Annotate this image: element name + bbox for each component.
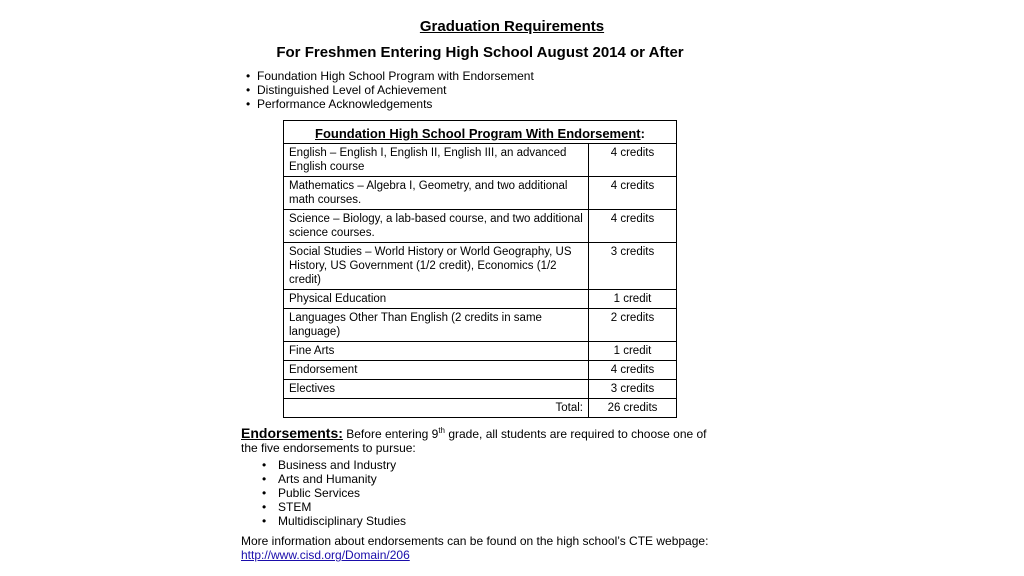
total-row: [284, 399, 677, 418]
table-header: [284, 121, 677, 144]
course-cell: Science – Biology, a lab-based course, and two additional science courses.: [284, 210, 589, 243]
course-cell: Endorsement: [284, 361, 589, 380]
table-row: [284, 177, 677, 210]
endorsement-item: • Public Services: [262, 486, 406, 500]
table-row: [284, 144, 677, 177]
credits-cell: 4 credits: [589, 144, 677, 177]
document-subtitle: For Freshmen Entering High School August 2014 or After: [276, 44, 684, 61]
endorsements-heading: Endorsements:: [241, 425, 343, 441]
credits-cell: 2 credits: [589, 309, 677, 342]
requirements-table: [283, 120, 677, 418]
table-header-row: [284, 121, 677, 144]
more-info-text: More information about endorsements can be found on the high school’s CTE webpage:: [241, 534, 709, 548]
table-row: [284, 342, 677, 361]
cte-webpage-link[interactable]: http://www.cisd.org/Domain/206: [241, 548, 410, 562]
endorsements-paragraph: [241, 424, 721, 455]
table-row: [284, 361, 677, 380]
endorsement-item: • Multidisciplinary Studies: [262, 514, 406, 528]
credits-cell: 4 credits: [589, 210, 677, 243]
total-label: Total:: [284, 399, 589, 418]
endorsement-item: • Arts and Humanity: [262, 472, 406, 486]
table-row: [284, 243, 677, 290]
course-cell: Fine Arts: [284, 342, 589, 361]
credits-cell: 4 credits: [589, 177, 677, 210]
table-header-suffix: :: [640, 126, 645, 141]
table-row: [284, 380, 677, 399]
table-row: [284, 210, 677, 243]
credits-cell: 1 credit: [589, 342, 677, 361]
course-cell: Electives: [284, 380, 589, 399]
more-info-paragraph: [241, 534, 708, 562]
credits-cell: 4 credits: [589, 361, 677, 380]
course-cell: English – English I, English II, English III, an advanced English course: [284, 144, 589, 177]
endorsement-list: [262, 458, 406, 528]
credits-cell: 3 credits: [589, 243, 677, 290]
credits-cell: 1 credit: [589, 290, 677, 309]
course-cell: Social Studies – World History or World Geography, US History, US Government (1/2 credit), Economics (1/2 credit): [284, 243, 589, 290]
endorsements-superscript: th: [438, 426, 445, 435]
document-title: Graduation Requirements: [419, 18, 605, 35]
endorsements-text-before: Before entering 9: [342, 427, 439, 441]
credits-cell: 3 credits: [589, 380, 677, 399]
program-list: [246, 69, 534, 111]
endorsement-item: • STEM: [262, 500, 406, 514]
table-row: [284, 309, 677, 342]
course-cell: Languages Other Than English (2 credits in same language): [284, 309, 589, 342]
total-value: 26 credits: [589, 399, 677, 418]
course-cell: Mathematics – Algebra I, Geometry, and two additional math courses.: [284, 177, 589, 210]
course-cell: Physical Education: [284, 290, 589, 309]
program-item: • Performance Acknowledgements: [246, 97, 534, 111]
endorsement-item: • Business and Industry: [262, 458, 406, 472]
table-header-text: Foundation High School Program With Endorsement: [315, 126, 641, 141]
endorsements-text-after: grade, all students are required to choose one of the five endorsements to pursue:: [241, 427, 707, 455]
program-item: • Foundation High School Program with Endorsement: [246, 69, 534, 83]
table-row: [284, 290, 677, 309]
program-item: • Distinguished Level of Achievement: [246, 83, 534, 97]
